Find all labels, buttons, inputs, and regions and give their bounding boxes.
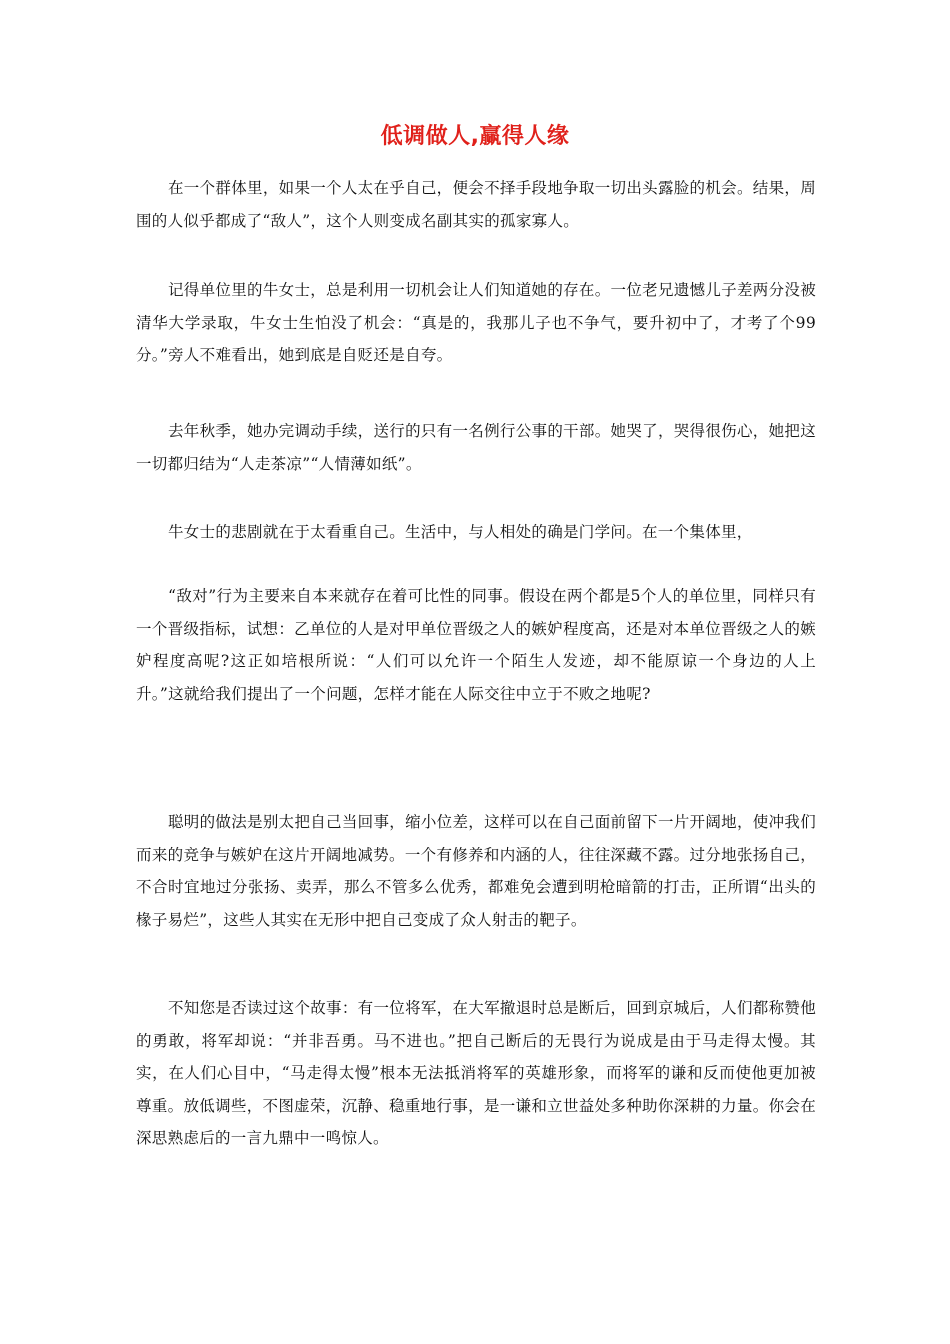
paragraph: 在一个群体里，如果一个人太在乎自己，便会不择手段地争取一切出头露脸的机会。结果，周围的人似乎都成了“敌人”，这个人则变成名副其实的孤家寡人。	[136, 179, 816, 230]
paragraph: 不知您是否读过这个故事：有一位将军，在大军撤退时总是断后，回到京城后，人们都称赞他的勇敢，将军却说：“并非吾勇。马不进也。”把自己断后的无畏行为说成是由于马走得太慢。其实，在人们心目中，“马走得太慢”根本无法抵消将军的英雄形象，而将军的谦和反而使他更加被尊重。放低调些，不图虚荣，沉静、稳重地行事，是一谦和立世益处多种助你深耕的力量。你会在深思熟虑后的一言九鼎中一鸣惊人。	[136, 999, 816, 1147]
document-title: 低调做人,赢得人缘	[380, 124, 570, 149]
paragraph: 牛女士的悲剧就在于太看重自己。生活中，与人相处的确是门学问。在一个集体里，	[168, 523, 753, 541]
paragraph: “敌对”行为主要来自本来就存在着可比性的同事。假设在两个都是5个人的单位里，同样只有一个晋级指标，试想：乙单位的人是对甲单位晋级之人的嫉妒程度高，还是对本单位晋级之人的嫉妒程度高呢?这正如培根所说：“人们可以允许一个陌生人发迹，却不能原谅一个身边的人上升。”这就给我们提出了一个问题，怎样才能在人际交往中立于不败之地呢?	[136, 587, 816, 703]
paragraph: 记得单位里的牛女士，总是利用一切机会让人们知道她的存在。一位老兄遗憾儿子差两分没被清华大学录取，牛女士生怕没了机会：“真是的，我那儿子也不争气，要升初中了，才考了个99分。”旁人不难看出，她到底是自贬还是自夸。	[136, 281, 816, 364]
paragraph: 聪明的做法是别太把自己当回事，缩小位差，这样可以在自己面前留下一片开阔地，使冲我们而来的竞争与嫉妒在这片开阔地减势。一个有修养和内涵的人，往往深藏不露。过分地张扬自己，不合时宜地过分张扬、卖弄，那么不管多么优秀，都难免会遭到明枪暗箭的打击，正所谓“出头的椽子易烂”，这些人其实在无形中把自己变成了众人射击的靶子。	[136, 813, 816, 929]
paragraph: 去年秋季，她办完调动手续，送行的只有一名例行公事的干部。她哭了，哭得很伤心，她把这一切都归结为“人走茶凉”“人情薄如纸”。	[136, 422, 816, 473]
